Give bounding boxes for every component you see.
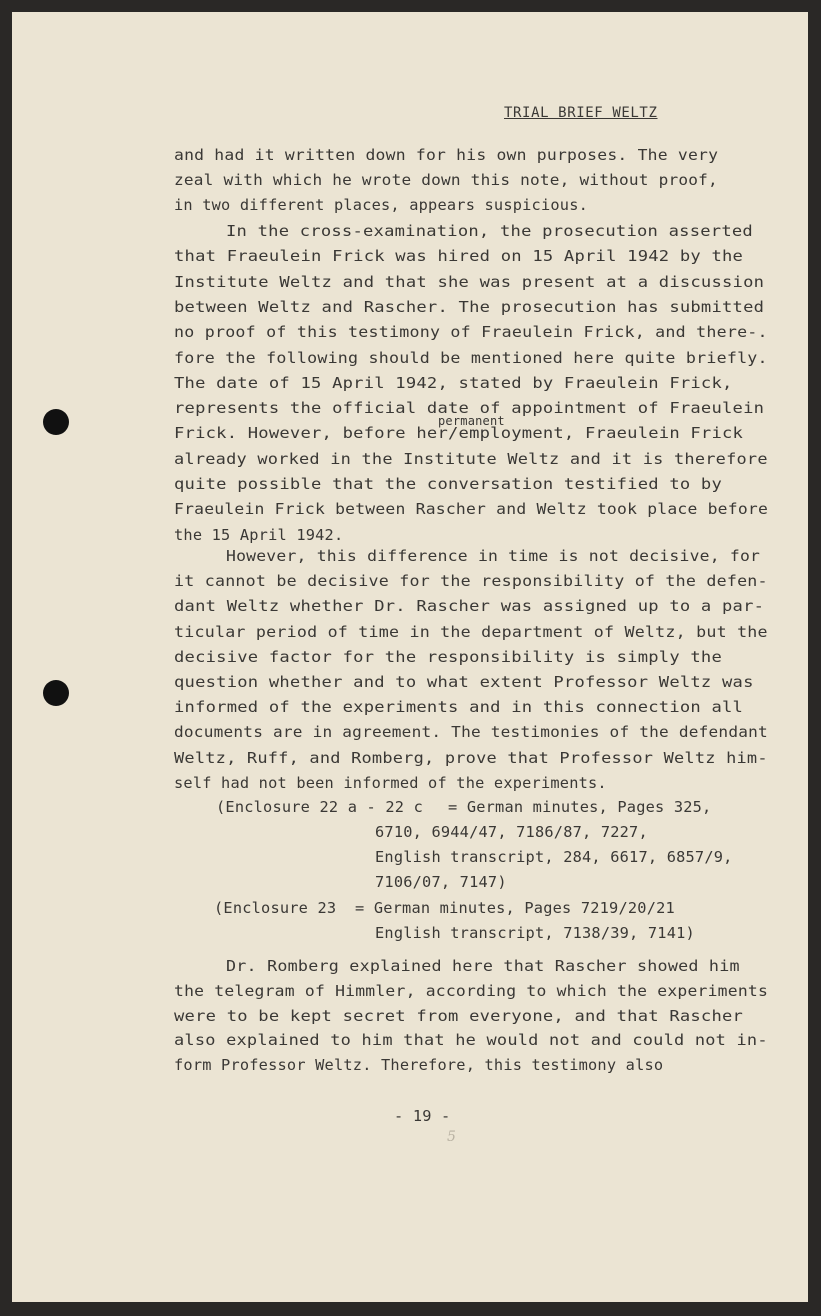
pencil-mark: 5 bbox=[447, 1129, 457, 1145]
paragraph-4-line: form Professor Weltz. Therefore, this testimony also bbox=[174, 1056, 664, 1074]
enclosure-22-line: 6710, 6944/47, 7186/87, 7227, bbox=[375, 823, 648, 841]
paragraph-4-line: Dr. Romberg explained here that Rascher showed him bbox=[226, 957, 740, 975]
paragraph-2-line: that Fraeulein Frick was hired on 15 April 1942 by the bbox=[174, 247, 744, 265]
paragraph-2-line: In the cross-examination, the prosecution asserted bbox=[226, 222, 753, 240]
paragraph-2-line: Institute Weltz and that she was present at a discussion bbox=[174, 273, 765, 291]
paragraph-1-line: and had it written down for his own purposes. The very bbox=[174, 146, 719, 164]
paragraph-2-line: quite possible that the conversation testified to by bbox=[174, 475, 723, 493]
paragraph-2-line: represents the official date of appointment of Fraeulein bbox=[174, 399, 765, 417]
paragraph-3-line: Weltz, Ruff, and Romberg, prove that Professor Weltz him- bbox=[174, 749, 768, 767]
enclosure-23-label: (Enclosure 23 bbox=[214, 899, 337, 917]
paragraph-3-line: However, this difference in time is not decisive, for bbox=[226, 547, 761, 565]
paragraph-3-line: ticular period of time in the department of Weltz, but the bbox=[174, 623, 768, 641]
paragraph-2-line: no proof of this testimony of Fraeulein Frick, and there-. bbox=[174, 323, 768, 341]
enclosure-22-line: English transcript, 284, 6617, 6857/9, bbox=[375, 848, 733, 866]
paragraph-3-line: question whether and to what extent Professor Weltz was bbox=[174, 673, 754, 691]
enclosure-22-line: = German minutes, Pages 325, bbox=[448, 798, 712, 816]
paragraph-3-line: self had not been informed of the experiments. bbox=[174, 774, 607, 792]
paragraph-2-line: the 15 April 1942. bbox=[174, 526, 344, 544]
paragraph-3-line: it cannot be decisive for the responsibility of the defen- bbox=[174, 572, 768, 590]
paragraph-3-line: documents are in agreement. The testimonies of the defendant bbox=[174, 723, 768, 741]
paragraph-4-line: also explained to him that he would not and could not in- bbox=[174, 1031, 768, 1049]
paragraph-3-line: dant Weltz whether Dr. Rascher was assigned up to a par- bbox=[174, 597, 765, 615]
paragraph-2-line: Frick. However, before her/employment, Fraeulein Frick bbox=[174, 424, 744, 442]
paragraph-2-line: Fraeulein Frick between Rascher and Weltz took place before bbox=[174, 500, 769, 518]
paragraph-2-line: between Weltz and Rascher. The prosecution has submitted bbox=[174, 298, 765, 316]
punch-hole-bottom bbox=[43, 680, 69, 706]
paragraph-1-line: in two different places, appears suspicious. bbox=[174, 196, 589, 214]
page-number: - 19 - bbox=[394, 1107, 451, 1125]
page-header: TRIAL BRIEF WELTZ bbox=[504, 105, 658, 121]
enclosure-23-line: English transcript, 7138/39, 7141) bbox=[375, 924, 695, 942]
enclosure-22-label: (Enclosure 22 a - 22 c bbox=[216, 798, 424, 816]
interlinear-insert: permanent bbox=[438, 414, 505, 428]
paragraph-3-line: decisive factor for the responsibility is simply the bbox=[174, 648, 723, 666]
paragraph-4-line: were to be kept secret from everyone, and that Rascher bbox=[174, 1007, 744, 1025]
enclosure-23-line: = German minutes, Pages 7219/20/21 bbox=[355, 899, 675, 917]
paragraph-4-line: the telegram of Himmler, according to which the experiments bbox=[174, 982, 769, 1000]
paragraph-2-line: The date of 15 April 1942, stated by Fraeulein Frick, bbox=[174, 374, 733, 392]
document-page bbox=[12, 12, 808, 1302]
paragraph-3-line: informed of the experiments and in this connection all bbox=[174, 698, 744, 716]
paragraph-2-line: fore the following should be mentioned here quite briefly. bbox=[174, 349, 768, 367]
punch-hole-top bbox=[43, 409, 69, 435]
paragraph-1-line: zeal with which he wrote down this note, without proof, bbox=[174, 171, 718, 189]
paragraph-2-line: already worked in the Institute Weltz and it is therefore bbox=[174, 450, 768, 468]
enclosure-22-line: 7106/07, 7147) bbox=[375, 873, 507, 891]
